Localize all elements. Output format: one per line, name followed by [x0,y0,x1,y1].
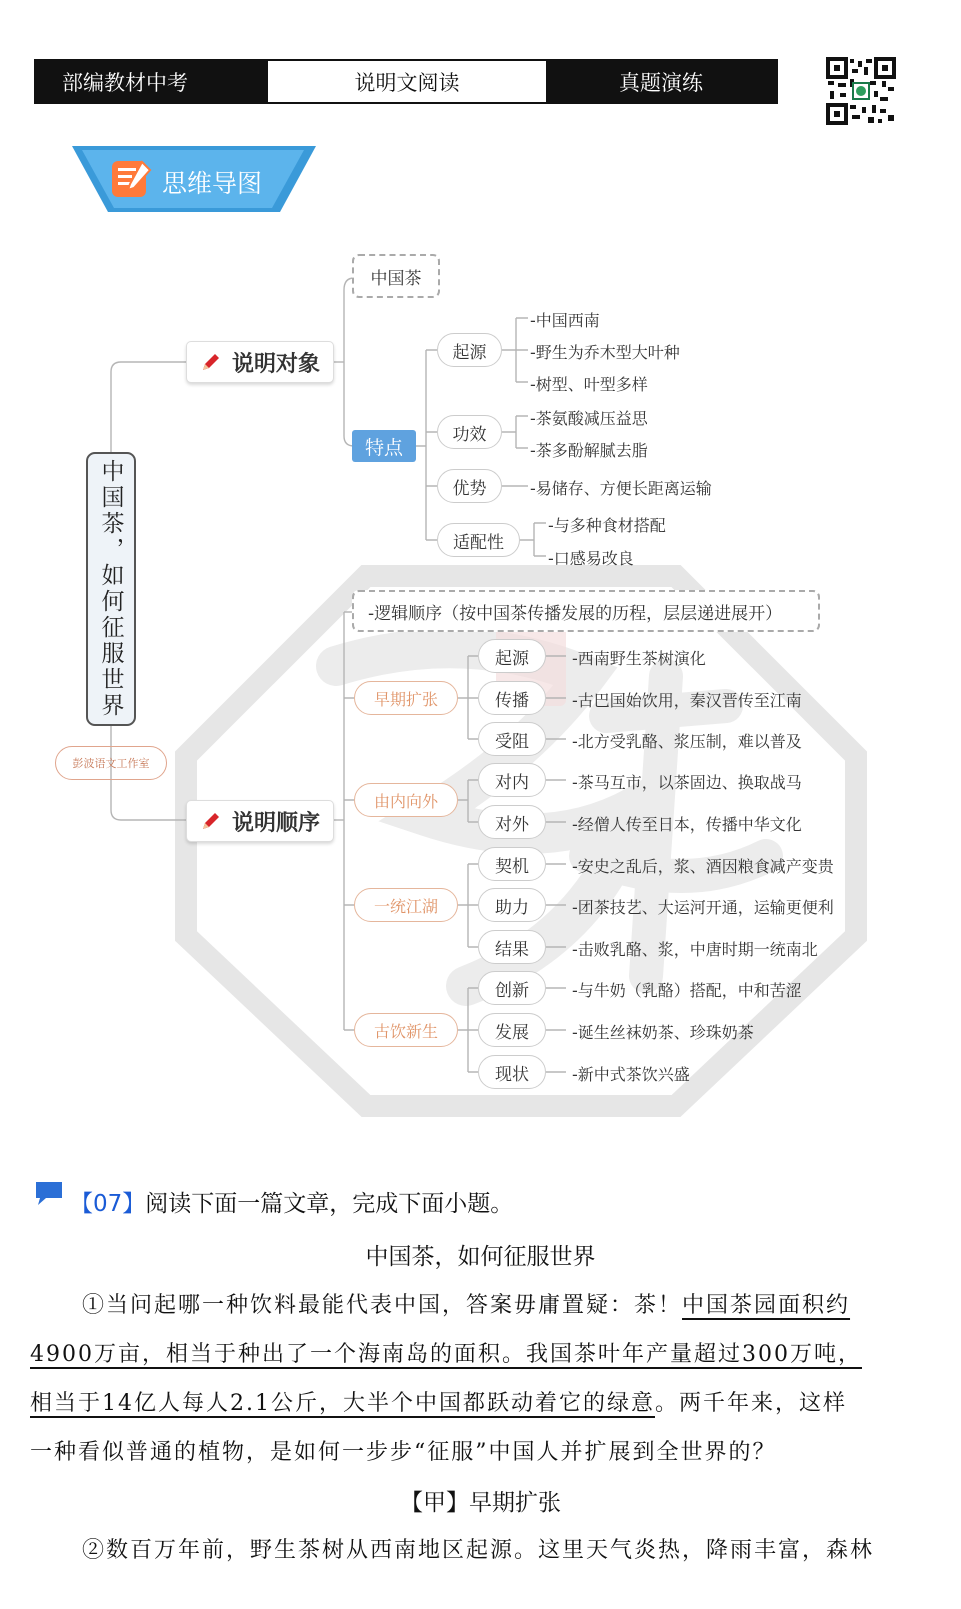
group-key: 结果 [478,930,546,964]
header-right: 真题演练 [546,61,776,102]
group-key: 受阻 [478,722,546,756]
group-key: 助力 [478,888,546,922]
paragraph-line [30,1386,847,1417]
group-node: 早期扩张 [354,681,458,715]
effect-item: -茶氨酸减压益思 [530,409,648,428]
header-left: 部编教材中考 [36,61,268,102]
group-key: 契机 [478,847,546,881]
order-label: 说明顺序 [231,810,320,836]
speech-bubble-icon [34,1180,64,1206]
paragraph-line [82,1288,850,1319]
group-item: -与牛奶（乳酪）搭配，中和苦涩 [572,981,802,1000]
adapt-item: -口感易改良 [548,549,634,568]
root-label: 中国茶，如何征服世界 [97,459,124,719]
adapt-node: 适配性 [437,523,520,557]
origin-node: 起源 [437,333,502,367]
group-item: -北方受乳酪、浆压制，难以普及 [572,732,802,751]
paragraph-line: 4900万亩，相当于种出了一个海南岛的面积。我国茶叶年产量超过300万吨， [30,1342,862,1367]
group-key: 对外 [478,805,546,839]
order-node [186,800,334,842]
target-node: 中国茶 [352,254,440,298]
pencil-icon [200,351,222,373]
group-key: 起源 [478,639,546,673]
group-node: 一统江湖 [354,888,458,922]
group-key: 传播 [478,681,546,715]
paragraph-line: ②数百万年前，野生茶树从西南地区起源。这里天气炎热，降雨丰富，森林 [82,1538,875,1563]
group-key: 对内 [478,763,546,797]
mindmap-root-node [86,452,136,726]
paragraph-line: 一种看似普通的植物，是如何一步步“征服”中国人并扩展到全世界的？ [30,1440,777,1465]
group-item: -诞生丝袜奶茶、珍珠奶茶 [572,1023,754,1042]
group-item: -新中式茶饮兴盛 [572,1065,690,1084]
group-item: -团茶技艺、大运河开通，运输更便利 [572,898,834,917]
group-node: 由内向外 [354,783,458,817]
question-instruction [70,1185,513,1218]
group-key: 创新 [478,971,546,1005]
text-span: 。两千年来，这样 [654,1391,847,1416]
question-text: 阅读下面一篇文章，完成下面小题。 [145,1191,514,1217]
origin-item: -树型、叶型多样 [530,375,648,394]
pencil-icon [200,810,222,832]
section-heading: 【甲】早期扩张 [400,1490,561,1516]
group-item: -击败乳酪、浆，中唐时期一统南北 [572,940,818,959]
group-item: -茶马互市，以茶固边、换取战马 [572,773,802,792]
advantage-item: -易储存、方便长距离运输 [530,479,712,498]
text-span: ①当问起哪一种饮料最能代表中国，答案毋庸置疑：茶！ [82,1293,683,1318]
group-key: 现状 [478,1055,546,1089]
advantage-node: 优势 [437,469,502,503]
group-item: -古巴国始饮用，秦汉晋传至江南 [572,691,802,710]
object-node [186,341,334,383]
group-item: -安史之乱后，浆、酒因粮食减产变贵 [572,857,834,876]
header-center: 说明文阅读 [268,61,546,102]
origin-item: -中国西南 [530,311,600,330]
effect-item: -茶多酚解腻去脂 [530,441,648,460]
article-title: 中国茶，如何征服世界 [365,1244,596,1270]
studio-label: 彭波语文工作室 [55,746,167,780]
group-item: -经僧人传至日本，传播中华文化 [572,815,802,834]
adapt-item: -与多种食材搭配 [548,516,666,535]
mindmap-banner-title: 思维导图 [162,169,263,198]
effect-node: 功效 [437,415,502,449]
group-key: 发展 [478,1013,546,1047]
underlined-span: 中国茶园面积约 [682,1293,851,1318]
underlined-span: 相当于14亿人每人2.1公斤，大半个中国都跃动着它的绿意 [30,1391,655,1416]
origin-item: -野生为乔木型大叶种 [530,343,680,362]
group-item: -西南野生茶树演化 [572,649,706,668]
feature-node: 特点 [352,430,416,462]
question-number: 【07】 [70,1191,146,1217]
group-node: 古饮新生 [354,1013,458,1047]
logic-order-node: -逻辑顺序（按中国茶传播发展的历程，层层递进展开） [352,590,820,632]
object-label: 说明对象 [231,351,320,377]
